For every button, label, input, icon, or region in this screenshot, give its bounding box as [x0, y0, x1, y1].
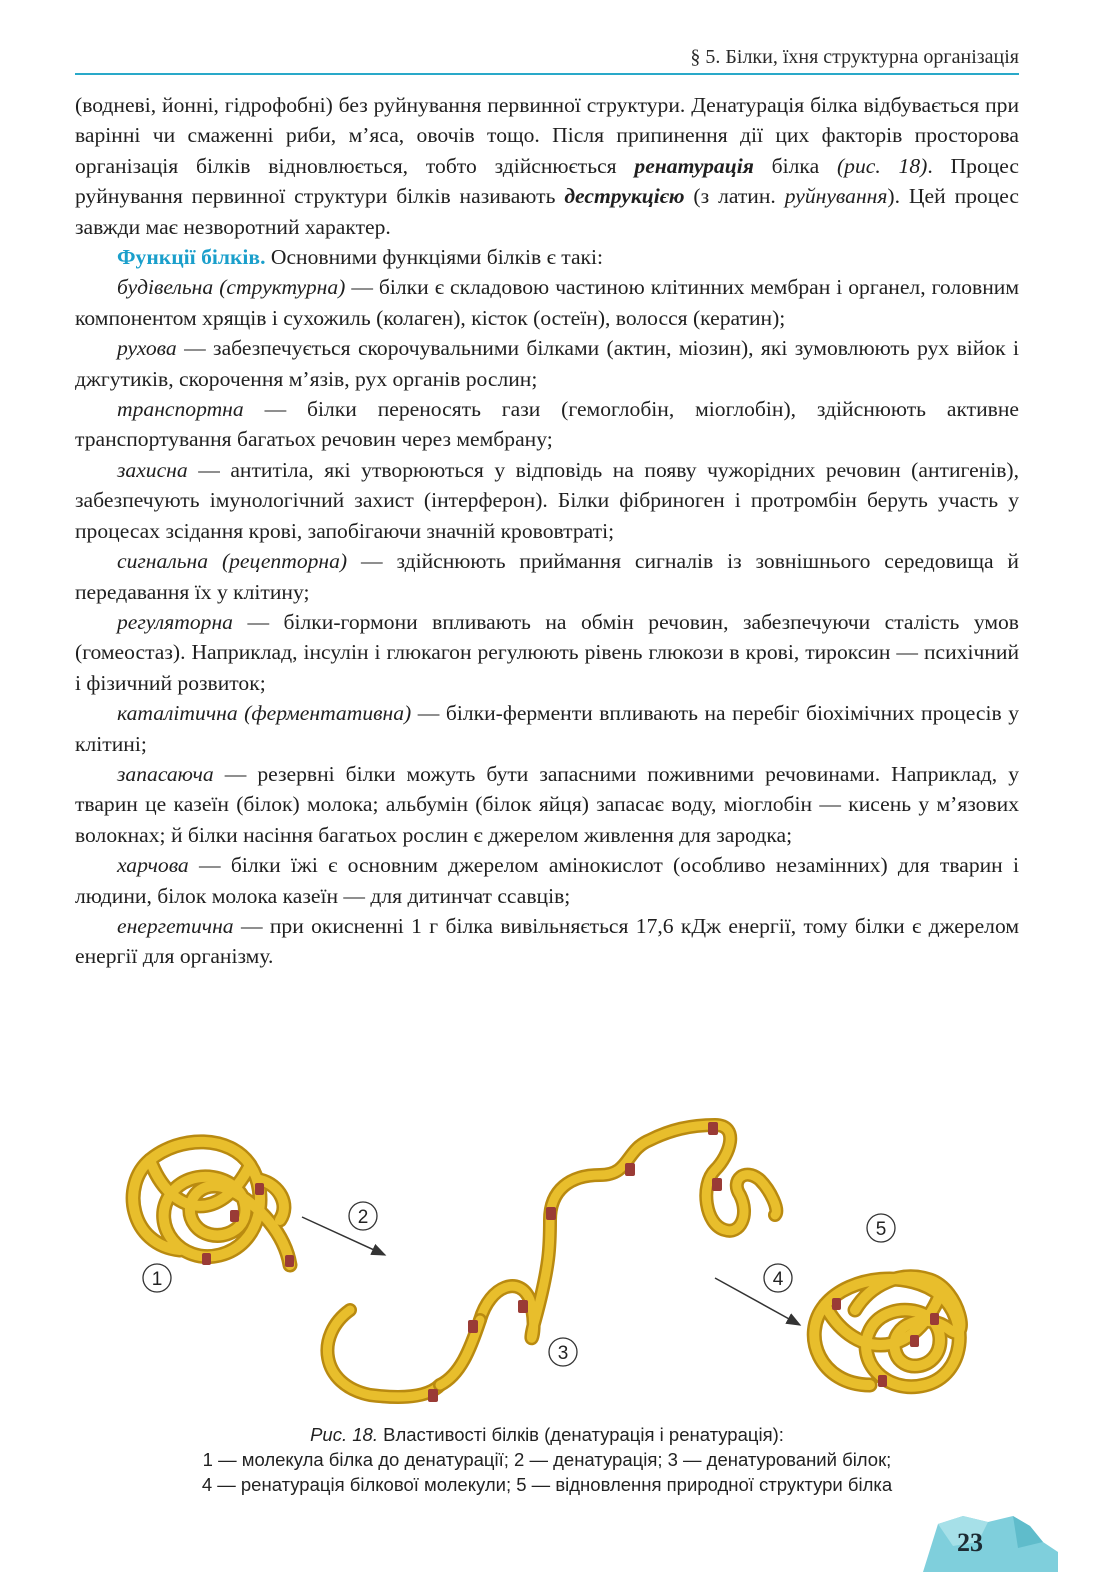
- paragraph-denaturation: [75, 90, 1019, 242]
- functions-intro: [75, 242, 1019, 272]
- function-text: — білки є складовою частиною клітинних мембран і органел, головним компонентом хрящів і сухожиль (колаген), кісток (остеїн), волосся (кератин);: [75, 275, 1019, 330]
- function-item: [75, 698, 1019, 759]
- figure-label-3: [549, 1338, 577, 1366]
- folded-protein-molecule-1: [133, 1142, 294, 1267]
- function-text: — антитіла, які утворюються у відповідь на появу чужорідних речовин (антигенів), забезпечують імунологічний захист (інтерферон). Білки фібриноген і протромбін беруть участь у процесах зсідання крові, запобігаючи значній крововтраті;: [75, 457, 1019, 543]
- function-text: — при окисненні 1 г білка вивільняється 17,6 кДж енергії, тому білки є джерелом енергії для організму.: [75, 913, 1019, 969]
- function-text: — здійснюють приймання сигналів із зовнішнього середовища й передавання їх у клітину;: [75, 549, 1019, 604]
- function-text: — резервні білки можуть бути запасними поживними речовинами. Наприклад, у тварин це казеїн (білок) молока; альбумін (білок яйця) запасає воду, міоглобін — кисень у м’язових волокнах; й білки насіння багатьох рослин є джерелом живлення для зародка;: [75, 761, 1019, 847]
- function-text: — білки-гормони впливають на обмін речовин, забезпечуючи сталість умов (гомеостаз). Наприклад, інсулін і глюкагон регулюють рівень глюкози в крові, тироксин — психічний і фізичний розвиток;: [75, 609, 1019, 695]
- function-term: запасаюча: [117, 761, 214, 786]
- function-item: [75, 607, 1019, 698]
- caption-legend-line-2: 4 — ренатурація білкової молекули; 5 — відновлення природної структури білка: [201, 1474, 893, 1495]
- caption-title-line: [75, 1422, 1019, 1447]
- function-term: сигнальна (рецепторна): [117, 549, 348, 574]
- function-item: [75, 455, 1019, 546]
- text-run: ). Цей процес завжди має незворотний характер.: [75, 184, 1019, 239]
- function-text: — білки їжі є основним джерелом амінокислот (особливо незамінних) для тварин і людини, білок молока казеїн — для дитинчат ссавців;: [75, 853, 1019, 908]
- term-destruction: деструкцією: [564, 184, 685, 209]
- function-term: рухова: [117, 336, 177, 361]
- figure-label-text: 5: [875, 1219, 887, 1240]
- page-number: 23: [957, 1528, 983, 1557]
- functions-heading: Функції білків.: [117, 245, 266, 270]
- function-item: [75, 272, 1019, 333]
- function-item: [75, 333, 1019, 394]
- caption-figure-ref: Рис. 18.: [310, 1424, 378, 1445]
- figure-reference: (рис. 18): [836, 153, 928, 178]
- caption-legend-line-1: 1 — молекула білка до денатурації; 2 — денатурація; 3 — денатурований білок;: [202, 1449, 892, 1470]
- function-text: — білки переносять гази (гемоглобін, міоглобін), здійснюють активне транспортування багатьох речовин через мембрану;: [75, 397, 1019, 452]
- function-term: регуляторна: [117, 609, 233, 634]
- figure-label-text: 2: [357, 1207, 369, 1228]
- function-term: енергетична: [117, 913, 234, 938]
- latin-translation: руйнування: [784, 184, 888, 209]
- function-term: захисна: [117, 457, 188, 482]
- function-item: [75, 394, 1019, 455]
- text-run: Основними функціями білків є такі:: [265, 245, 604, 270]
- figure-label-1: [143, 1264, 171, 1292]
- refolded-protein-molecule-5: [814, 1277, 960, 1387]
- figure-label-2: [349, 1202, 377, 1230]
- header-rule: [75, 73, 1019, 75]
- protein-denaturation-figure: [110, 1095, 1010, 1425]
- term-renaturation: ренатурація: [634, 153, 754, 178]
- function-term: транспортна: [117, 397, 244, 422]
- figure-caption: [75, 1422, 1019, 1497]
- function-term: каталітична (ферментативна): [117, 701, 412, 726]
- function-term: будівельна (структурна): [117, 275, 346, 300]
- function-term: харчова: [117, 853, 189, 878]
- function-item: [75, 911, 1019, 972]
- figure-label-text: 1: [151, 1269, 163, 1290]
- function-item: [75, 546, 1019, 607]
- function-text: — білки-ферменти впливають на перебіг біохімічних процесів у клітині;: [75, 701, 1019, 756]
- function-item: [75, 759, 1019, 850]
- running-header: § 5. Білки, їхня структурна організація: [690, 46, 1019, 68]
- figure-label-text: 3: [557, 1343, 569, 1364]
- text-run: . Процес руйнування первинної структури білків називають: [75, 153, 1019, 209]
- caption-title: Властивості білків (денатурація і ренатурація):: [377, 1424, 784, 1445]
- text-run: (з латин.: [684, 184, 785, 209]
- figure-label-4: [764, 1264, 792, 1292]
- text-run: білка: [753, 153, 837, 178]
- figure-label-5: [867, 1214, 895, 1242]
- function-text: — забезпечується скорочувальними білками (актин, міозин), які зумовлюють рух війок і джгутиків, скорочення м’язів, рух органів рослин;: [75, 336, 1019, 391]
- function-item: [75, 850, 1019, 911]
- body-text: [75, 90, 1019, 972]
- figure-label-text: 4: [772, 1269, 784, 1290]
- text-run: (водневі, йонні, гідрофобні) без руйнування первинної структури. Денатурація білка відбувається при варінні чи смаженні риби, м’яса, овочів тощо. Після припинення дії цих факторів просторова організація білків відновлюється, тобто здійснюється: [75, 93, 1019, 178]
